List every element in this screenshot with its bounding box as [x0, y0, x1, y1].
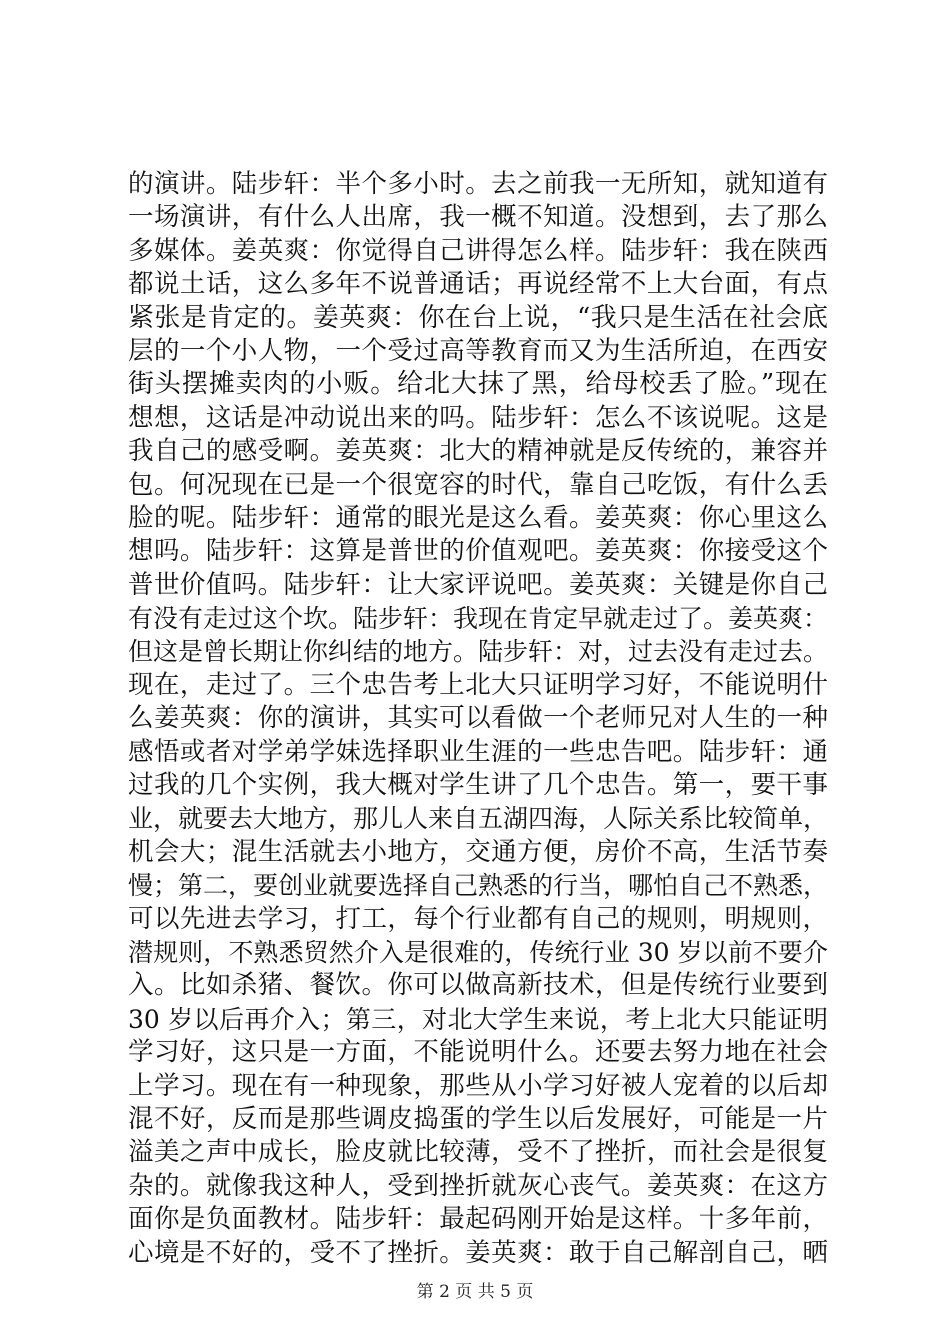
- body-text-line: 杂的。就像我这种人，受到挫折就灰心丧气。姜英爽：在这方: [128, 1170, 828, 1201]
- body-text-line: 有没有走过这个坎。陆步轩：我现在肯定早就走过了。姜英爽：: [128, 604, 829, 634]
- body-text-line: 潜规则，不熟悉贸然介入是很难的，传统行业 30 岁以前不要介: [128, 937, 828, 967]
- body-text-line: 混不好，反而是那些调皮捣蛋的学生以后发展好，可能是一片: [128, 1103, 828, 1134]
- body-text-line: 机会大；混生活就去小地方，交通方便，房价不高，生活节奏: [128, 836, 828, 867]
- page-footer: 第 2 页 共 5 页: [416, 1282, 534, 1302]
- body-text-line: 业，就要去大地方，那儿人来自五湖四海，人际关系比较简单，: [128, 804, 829, 834]
- body-text-line: 多媒体。姜英爽：你觉得自己讲得怎么样。陆步轩：我在陕西: [128, 235, 828, 266]
- body-text-line: 现在，走过了。三个忠告考上北大只证明学习好，不能说明什: [128, 669, 828, 700]
- body-text-line: 慢；第二，要创业就要选择自己熟悉的行当，哪怕自己不熟悉，: [128, 871, 829, 901]
- body-text-line: 面你是负面教材。陆步轩：最起码刚开始是这样。十多年前，: [128, 1204, 828, 1235]
- document-body: [128, 168, 828, 1270]
- body-text-line: 普世价值吗。陆步轩：让大家评说吧。姜英爽：关键是你自己: [128, 569, 828, 600]
- body-text-line: 我自己的感受啊。姜英爽：北大的精神就是反传统的，兼容并: [128, 436, 828, 467]
- body-text-line: 入。比如杀猪、餐饮。你可以做高新技术，但是传统行业要到: [128, 970, 828, 1001]
- body-text-line: 么姜英爽：你的演讲，其实可以看做一个老师兄对人生的一种: [128, 703, 828, 734]
- body-text-line: 层的一个小人物，一个受过高等教育而又为生活所迫，在西安: [128, 335, 828, 366]
- body-text-line: 包。何况现在已是一个很宽容的时代，靠自己吃饭，有什么丢: [128, 469, 828, 500]
- body-text-line: 一场演讲，有什么人出席，我一概不知道。没想到，去了那么: [128, 202, 828, 233]
- body-text-line: 想想，这话是冲动说出来的吗。陆步轩：怎么不该说呢。这是: [128, 402, 828, 433]
- body-text-line: 脸的呢。陆步轩：通常的眼光是这么看。姜英爽：你心里这么: [128, 502, 828, 533]
- body-text-line: 紧张是肯定的。姜英爽：你在台上说，“我只是生活在社会底: [128, 302, 828, 333]
- body-text-line: 上学习。现在有一种现象，那些从小学习好被人宠着的以后却: [128, 1070, 828, 1101]
- body-text-line: 溢美之声中成长，脸皮就比较薄，受不了挫折，而社会是很复: [128, 1137, 828, 1168]
- body-text-line: 街头摆摊卖肉的小贩。给北大抹了黑，给母校丢了脸。”现在: [128, 369, 828, 400]
- body-text-line: 过我的几个实例，我大概对学生讲了几个忠告。第一，要干事: [128, 770, 828, 801]
- body-text-line: 30 岁以后再介入；第三，对北大学生来说，考上北大只能证明: [128, 1004, 828, 1034]
- body-text-line: 可以先进去学习，打工，每个行业都有自己的规则，明规则，: [128, 903, 828, 934]
- body-text-line: 感悟或者对学弟学妹选择职业生涯的一些忠告吧。陆步轩：通: [128, 736, 828, 767]
- body-text-line: 想吗。陆步轩：这算是普世的价值观吧。姜英爽：你接受这个: [128, 536, 828, 567]
- body-text-line: 但这是曾长期让你纠结的地方。陆步轩：对，过去没有走过去。: [128, 637, 829, 667]
- body-text-line: 的演讲。陆步轩：半个多小时。去之前我一无所知，就知道有: [128, 169, 828, 199]
- body-text-line: 学习好，这只是一方面，不能说明什么。还要去努力地在社会: [128, 1037, 828, 1068]
- body-text-line: 都说土话，这么多年不说普通话；再说经常不上大台面，有点: [128, 269, 828, 300]
- body-text-line: 心境是不好的，受不了挫折。姜英爽：敢于自己解剖自己，晒: [128, 1237, 828, 1268]
